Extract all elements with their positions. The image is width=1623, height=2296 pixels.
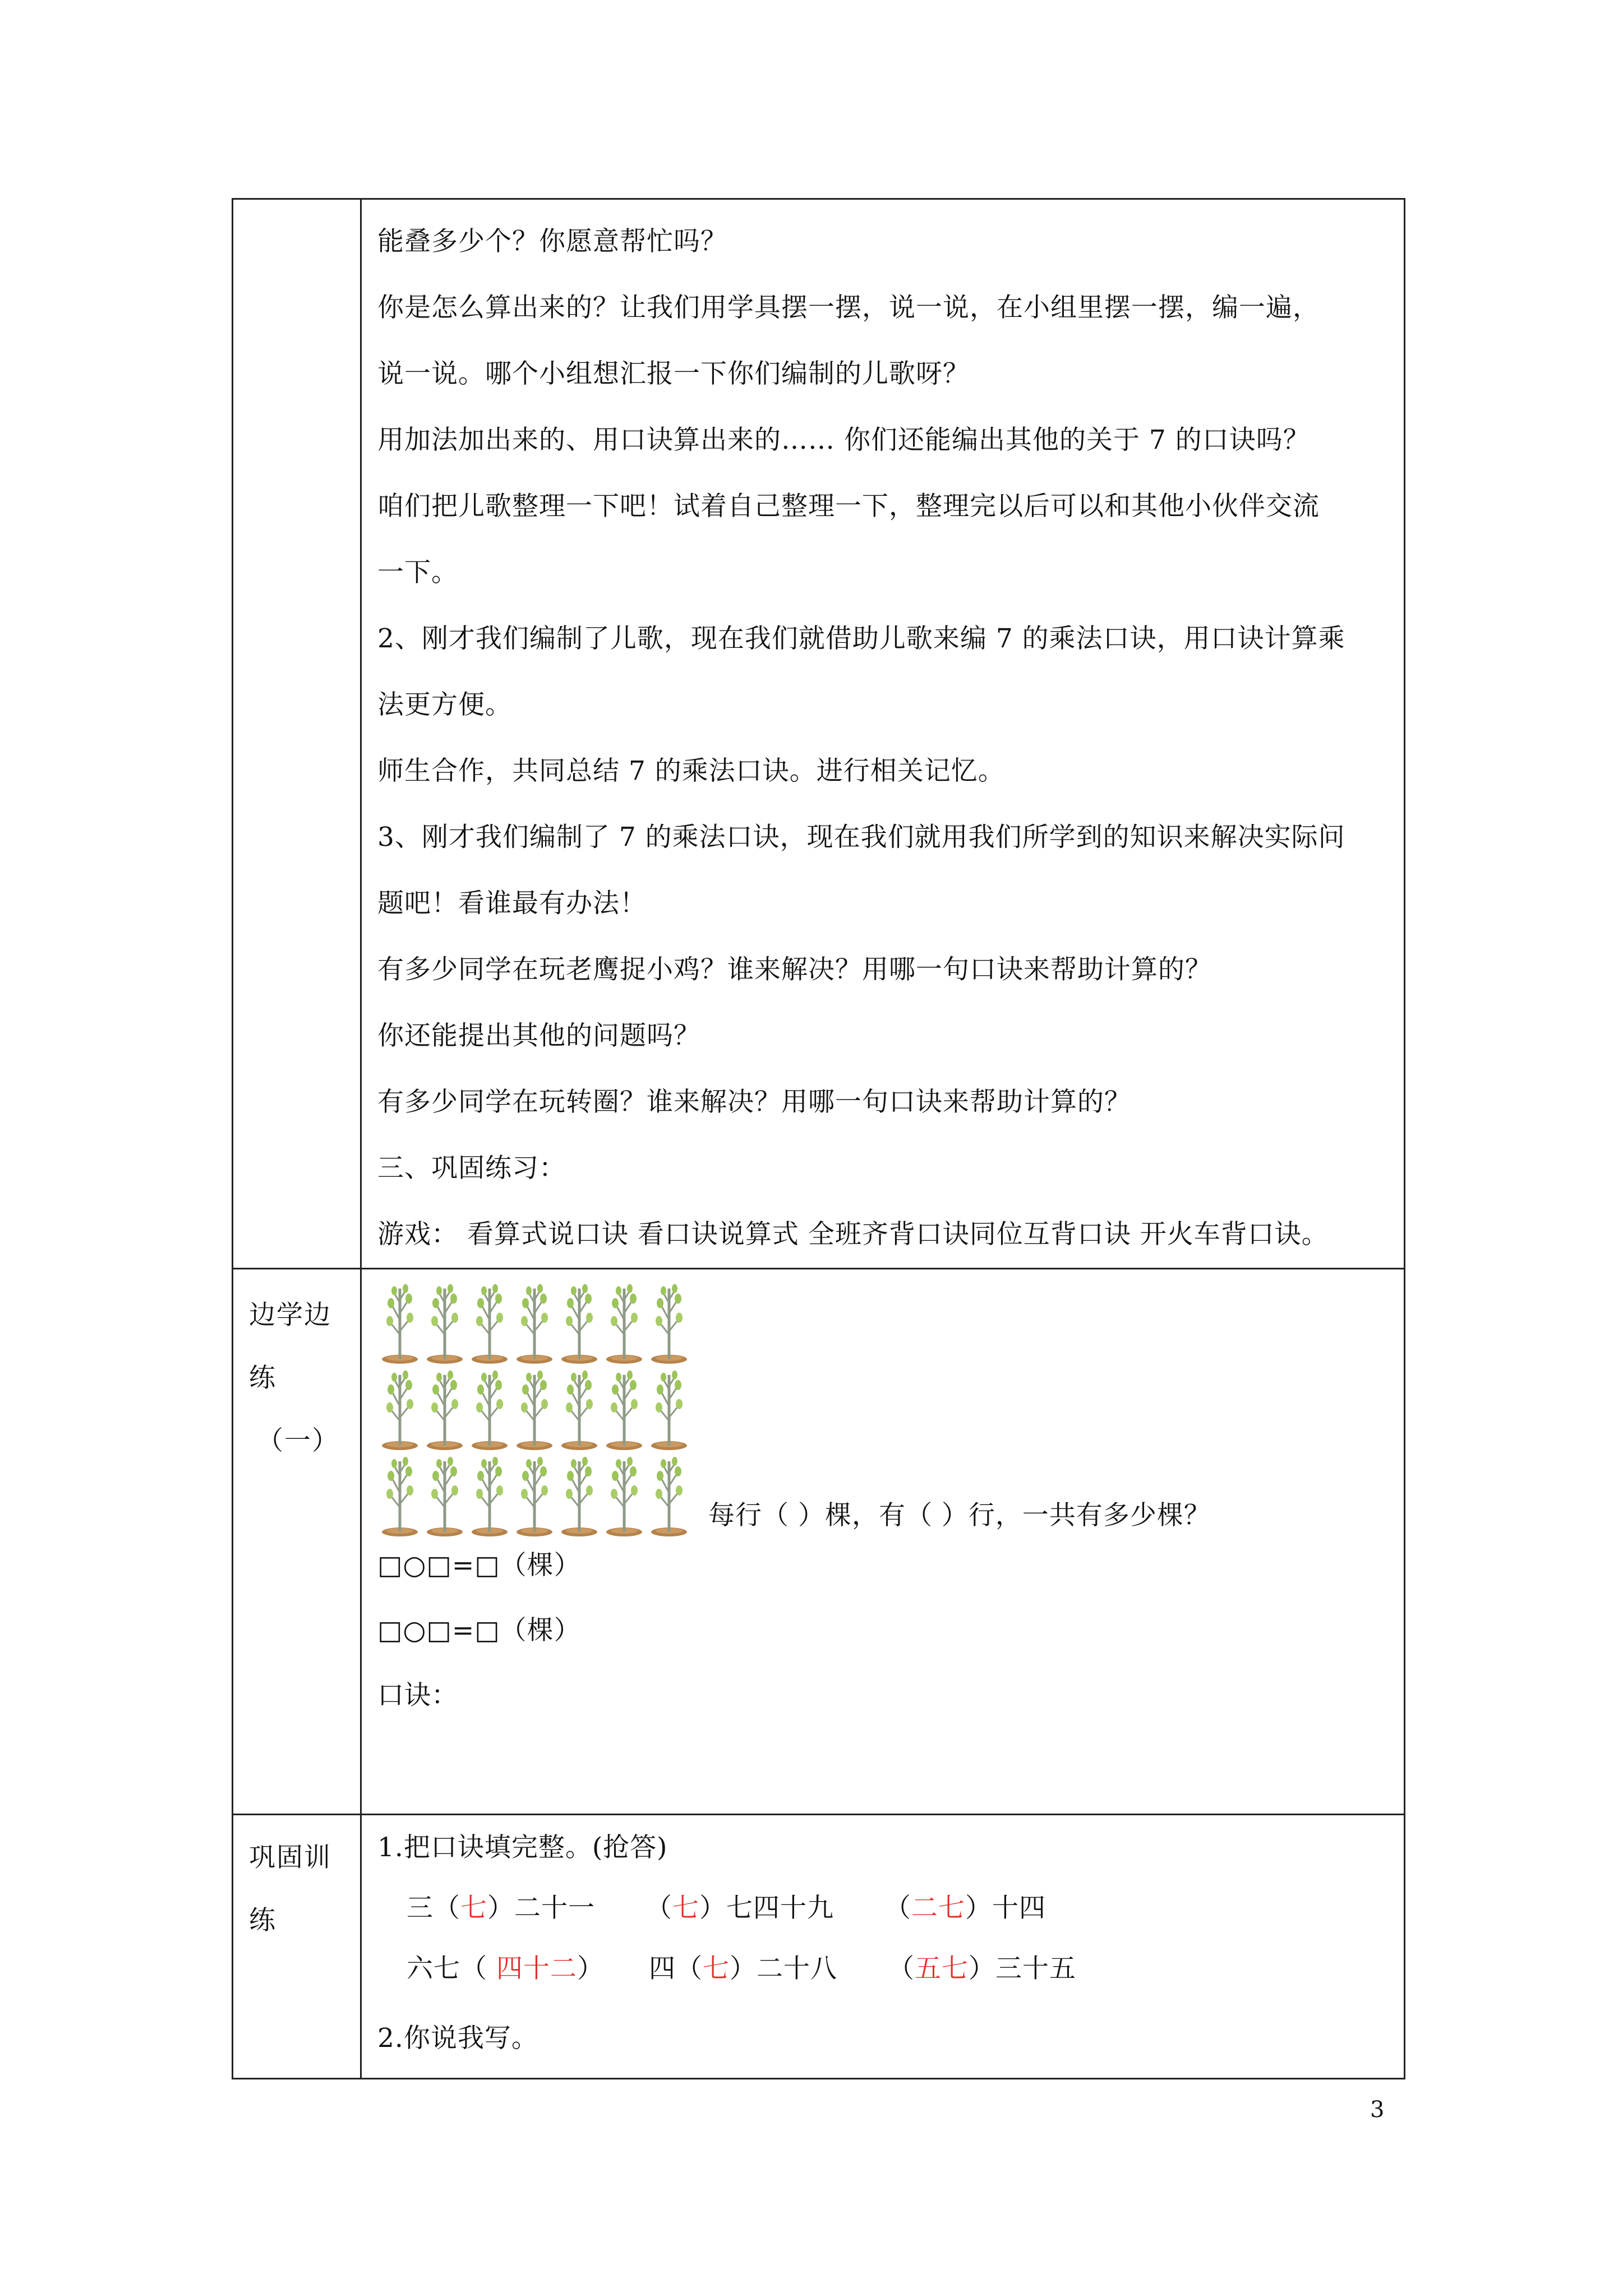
exercise-2-title: 2.你说我写。: [377, 2023, 538, 2054]
equation-line: □○□=□（棵）: [377, 1615, 581, 1646]
text-line: 题吧！看谁最有办法！: [377, 888, 647, 919]
sapling-icon: [422, 1367, 467, 1453]
tree-row: [377, 1281, 691, 1367]
text-line: 说一说。哪个小组想汇报一下你们编制的儿歌呀？: [377, 358, 970, 389]
sapling-icon: [602, 1453, 647, 1540]
exercise-1-title: 1.把口诀填完整。(抢答): [377, 1832, 668, 1863]
row-label-empty: [233, 199, 361, 1269]
sapling-icon: [647, 1281, 691, 1367]
koujue-text: （: [645, 1893, 672, 1924]
answer-text: 七: [702, 1953, 730, 1984]
sapling-icon: [647, 1367, 691, 1453]
sapling-icon: [557, 1453, 602, 1540]
koujue-text: （: [884, 1893, 911, 1924]
sapling-icon: [422, 1453, 467, 1540]
sapling-icon: [377, 1367, 422, 1453]
koujue-row: [377, 1878, 1393, 1939]
text-line: 你还能提出其他的问题吗？: [377, 1020, 700, 1051]
text-line: 你是怎么算出来的？让我们用学具摆一摆，说一说，在小组里摆一摆，编一遍，: [377, 292, 1320, 323]
text-line: 有多少同学在玩转圈？谁来解决？用哪一句口诀来帮助计算的？: [377, 1087, 1131, 1117]
question-text: 每行（ ）棵，有（ ）行，一共有多少棵？: [708, 1500, 1211, 1531]
koujue-label: 口诀：: [377, 1680, 458, 1711]
page-number: 3: [1370, 2097, 1385, 2123]
sapling-icon: [467, 1281, 512, 1367]
tree-figure: [377, 1269, 1393, 1533]
lesson-body-cell: [361, 199, 1405, 1269]
text-line: 能叠多少个？你愿意帮忙吗？: [377, 226, 727, 257]
row-label: [233, 1815, 361, 2079]
koujue-text: ）七四十九: [699, 1893, 834, 1924]
sapling-icon: [467, 1367, 512, 1453]
sapling-icon: [512, 1281, 557, 1367]
koujue-text: ）二十一: [487, 1893, 595, 1924]
practice-cell: [361, 1269, 1405, 1815]
koujue-text: 六七（: [407, 1953, 496, 1984]
text-line: 咱们把儿歌整理一下吧！试着自己整理一下，整理完以后可以和其他小伙伴交流: [377, 491, 1320, 522]
lesson-table: [232, 198, 1405, 2079]
tree-row: [377, 1367, 691, 1453]
sapling-icon: [377, 1453, 422, 1540]
koujue-text: 四（: [648, 1953, 703, 1984]
text-line: 师生合作，共同总结 7 的乘法口诀。进行相关记忆。: [377, 756, 1005, 786]
text-line: 有多少同学在玩老鹰捉小鸡？谁来解决？用哪一句口诀来帮助计算的？: [377, 954, 1212, 985]
koujue-text: ）: [577, 1953, 604, 1984]
tree-row: [377, 1453, 691, 1540]
text-line: 法更方便。: [377, 689, 512, 720]
sapling-icon: [467, 1453, 512, 1540]
answer-text: 七: [672, 1893, 699, 1924]
training-cell: [361, 1815, 1405, 2079]
sapling-icon: [557, 1281, 602, 1367]
text-line: 游戏： 看算式说口诀 看口诀说算式 全班齐背口诀同位互背口诀 开火车背口诀。: [377, 1219, 1329, 1250]
sapling-icon: [557, 1367, 602, 1453]
equation-line: □○□=□（棵）: [377, 1550, 581, 1581]
koujue-text: ）十四: [965, 1893, 1046, 1924]
answer-text: 二七: [911, 1893, 965, 1924]
label-line: 练: [249, 1363, 276, 1393]
answer-text: 五七: [914, 1953, 969, 1984]
table-row: [233, 1269, 1405, 1815]
text-line: 一下。: [377, 557, 458, 588]
answer-text: 七: [460, 1893, 487, 1924]
table-row: [233, 199, 1405, 1269]
label-line: 练: [249, 1905, 276, 1936]
sapling-icon: [602, 1367, 647, 1453]
sapling-icon: [647, 1453, 691, 1540]
row-label: [233, 1269, 361, 1815]
koujue-text: （: [887, 1953, 915, 1984]
koujue-text: ）三十五: [968, 1953, 1076, 1984]
sapling-icon: [377, 1281, 422, 1367]
label-line: （一）: [257, 1425, 339, 1456]
tree-grid: [377, 1281, 691, 1527]
koujue-text: 三（: [407, 1893, 460, 1924]
sapling-icon: [422, 1281, 467, 1367]
text-line: 三、巩固练习：: [377, 1153, 566, 1184]
sapling-icon: [512, 1367, 557, 1453]
table-row: [233, 1815, 1405, 2079]
label-line: 巩固训: [249, 1842, 331, 1873]
text-line: 2、刚才我们编制了儿歌，现在我们就借助儿歌来编 7 的乘法口诀，用口诀计算乘: [377, 623, 1345, 654]
text-line: 用加法加出来的、用口诀算出来的…… 你们还能编出其他的关于 7 的口诀吗？: [377, 425, 1310, 455]
koujue-row: [377, 1939, 1393, 1999]
label-line: 边学边: [249, 1300, 331, 1331]
sapling-icon: [512, 1453, 557, 1540]
sapling-icon: [602, 1281, 647, 1367]
text-line: 3、刚才我们编制了 7 的乘法口诀，现在我们就用我们所学到的知识来解决实际问: [377, 822, 1345, 853]
answer-text: 四十二: [496, 1953, 577, 1984]
koujue-text: ）二十八: [729, 1953, 837, 1984]
